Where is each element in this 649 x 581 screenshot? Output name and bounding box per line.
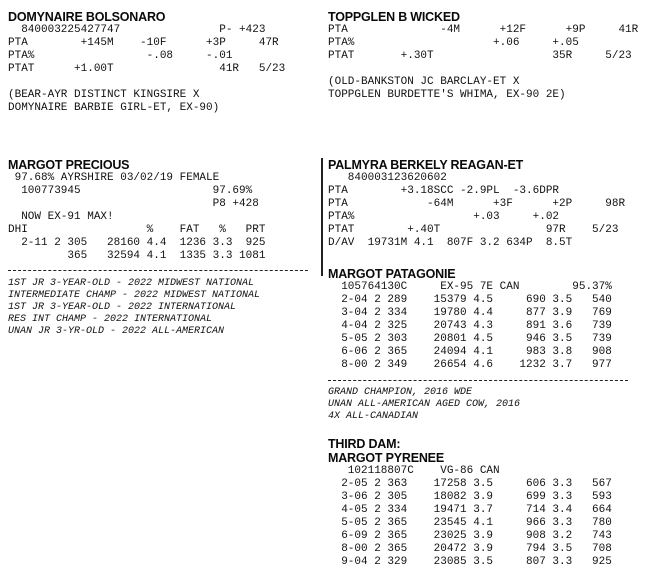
patagonie-award: 4X ALL-CANADIAN xyxy=(328,411,419,422)
patagonie-id-line: 105764130C EX-95 7E CAN 95.37% xyxy=(328,281,612,293)
wicked-block xyxy=(328,10,638,102)
precious-divider xyxy=(8,270,308,271)
bolsonaro-pedigree-1: (BEAR-AYR DISTINCT KINGSIRE X xyxy=(8,89,200,101)
column-rule xyxy=(321,158,323,276)
patagonie-record: 5-05 2 303 20801 4.5 946 3.5 739 xyxy=(328,333,612,345)
precious-award: 1ST JR 3-YEAR-OLD - 2022 INTERNATIONAL xyxy=(8,302,237,313)
wicked-name: TOPPGLEN B WICKED xyxy=(328,10,460,24)
patagonie-award: UNAN ALL-AMERICAN AGED COW, 2016 xyxy=(328,399,521,410)
patagonie-record: 3-04 2 334 19780 4.4 877 3.9 769 xyxy=(328,307,612,319)
reagan-block xyxy=(328,158,625,250)
precious-record-2: 365 32594 4.1 1335 3.3 1081 xyxy=(8,250,266,262)
precious-classification: NOW EX-91 MAX! xyxy=(8,211,114,223)
patagonie-award: GRAND CHAMPION, 2016 WDE xyxy=(328,387,473,398)
pyrenee-block xyxy=(328,437,612,569)
wicked-ptat: PTAT +.30T 35R 5/23 xyxy=(328,50,632,62)
precious-award: 1ST JR 3-YEAR-OLD - 2022 MIDWEST NATIONAL xyxy=(8,278,255,289)
wicked-pedigree-1: (OLD-BANKSTON JC BARCLAY-ET X xyxy=(328,76,520,88)
precious-record-1: 2-11 2 305 28160 4.4 1236 3.3 925 xyxy=(8,237,266,249)
precious-dhi-header: DHI % FAT % PRT xyxy=(8,224,266,236)
bolsonaro-id-line: 840003225427747 P- +423 xyxy=(8,24,266,36)
precious-index-line: P8 +428 xyxy=(8,198,259,210)
bolsonaro-pta-pct: PTA% -.08 -.01 xyxy=(8,50,233,62)
pyrenee-record: 6-09 2 365 23025 3.9 908 3.2 743 xyxy=(328,530,612,542)
pyrenee-id-line: 102118807C VG-86 CAN xyxy=(328,465,500,477)
pyrenee-record: 8-00 2 365 20472 3.9 794 3.5 708 xyxy=(328,543,612,555)
patagonie-name: MARGOT PATAGONIE xyxy=(328,267,456,281)
pyrenee-record: 9-04 2 329 23085 3.5 807 3.3 925 xyxy=(328,556,612,568)
patagonie-record: 8-00 2 349 26654 4.6 1232 3.7 977 xyxy=(328,359,612,371)
bolsonaro-block xyxy=(8,10,285,115)
patagonie-awards xyxy=(328,387,520,423)
reagan-pta-pct: PTA% +.03 +.02 xyxy=(328,211,560,223)
bolsonaro-ptat: PTAT +1.00T 41R 5/23 xyxy=(8,63,286,75)
patagonie-record: 2-04 2 289 15379 4.5 690 3.5 540 xyxy=(328,294,612,306)
precious-block xyxy=(8,158,265,263)
wicked-pta: PTA -4M +12F +9P 41R xyxy=(328,24,639,36)
pyrenee-record: 2-05 2 363 17258 3.5 606 3.3 567 xyxy=(328,478,612,490)
patagonie-divider xyxy=(328,380,628,381)
precious-name: MARGOT PRECIOUS xyxy=(8,158,130,172)
reagan-pta-health: PTA +3.18SCC -2.9PL -3.6DPR xyxy=(328,185,560,197)
bolsonaro-name: DOMYNAIRE BOLSONARO xyxy=(8,10,166,24)
pyrenee-name: MARGOT PYRENEE xyxy=(328,451,444,465)
bolsonaro-pedigree-2: DOMYNAIRE BARBIE GIRL-ET, EX-90) xyxy=(8,102,220,114)
reagan-id-line: 840003123620602 xyxy=(328,172,447,184)
wicked-pedigree-2: TOPPGLEN BURDETTE'S WHIMA, EX-90 2E) xyxy=(328,89,566,101)
precious-award: RES INT CHAMP - 2022 INTERNATIONAL xyxy=(8,314,213,325)
precious-breed-line: 97.68% AYRSHIRE 03/02/19 FEMALE xyxy=(8,172,220,184)
reagan-name: PALMYRA BERKELY REAGAN-ET xyxy=(328,158,524,172)
patagonie-block xyxy=(328,267,612,372)
third-dam-heading: THIRD DAM: xyxy=(328,437,401,451)
reagan-daughter-avg: D/AV 19731M 4.1 807F 3.2 634P 8.5T xyxy=(328,237,573,249)
precious-awards xyxy=(8,278,260,338)
patagonie-record: 6-06 2 365 24094 4.1 983 3.8 908 xyxy=(328,346,612,358)
precious-reg-line: 100773945 97.69% xyxy=(8,185,253,197)
pyrenee-record: 4-05 2 334 19471 3.7 714 3.4 664 xyxy=(328,504,612,516)
pyrenee-record: 3-06 2 305 18082 3.9 699 3.3 593 xyxy=(328,491,612,503)
patagonie-record: 4-04 2 325 20743 4.3 891 3.6 739 xyxy=(328,320,612,332)
precious-award: INTERMEDIATE CHAMP - 2022 MIDWEST NATIONAL xyxy=(8,290,261,301)
wicked-pta-pct: PTA% +.06 +.05 xyxy=(328,37,579,49)
bolsonaro-pta: PTA +145M -10F +3P 47R xyxy=(8,37,279,49)
reagan-ptat: PTAT +.40T 97R 5/23 xyxy=(328,224,619,236)
pyrenee-record: 5-05 2 365 23545 4.1 966 3.3 780 xyxy=(328,517,612,529)
reagan-pta: PTA -64M +3F +2P 98R xyxy=(328,198,626,210)
precious-award: UNAN JR 3-YR-OLD - 2022 ALL-AMERICAN xyxy=(8,326,225,337)
